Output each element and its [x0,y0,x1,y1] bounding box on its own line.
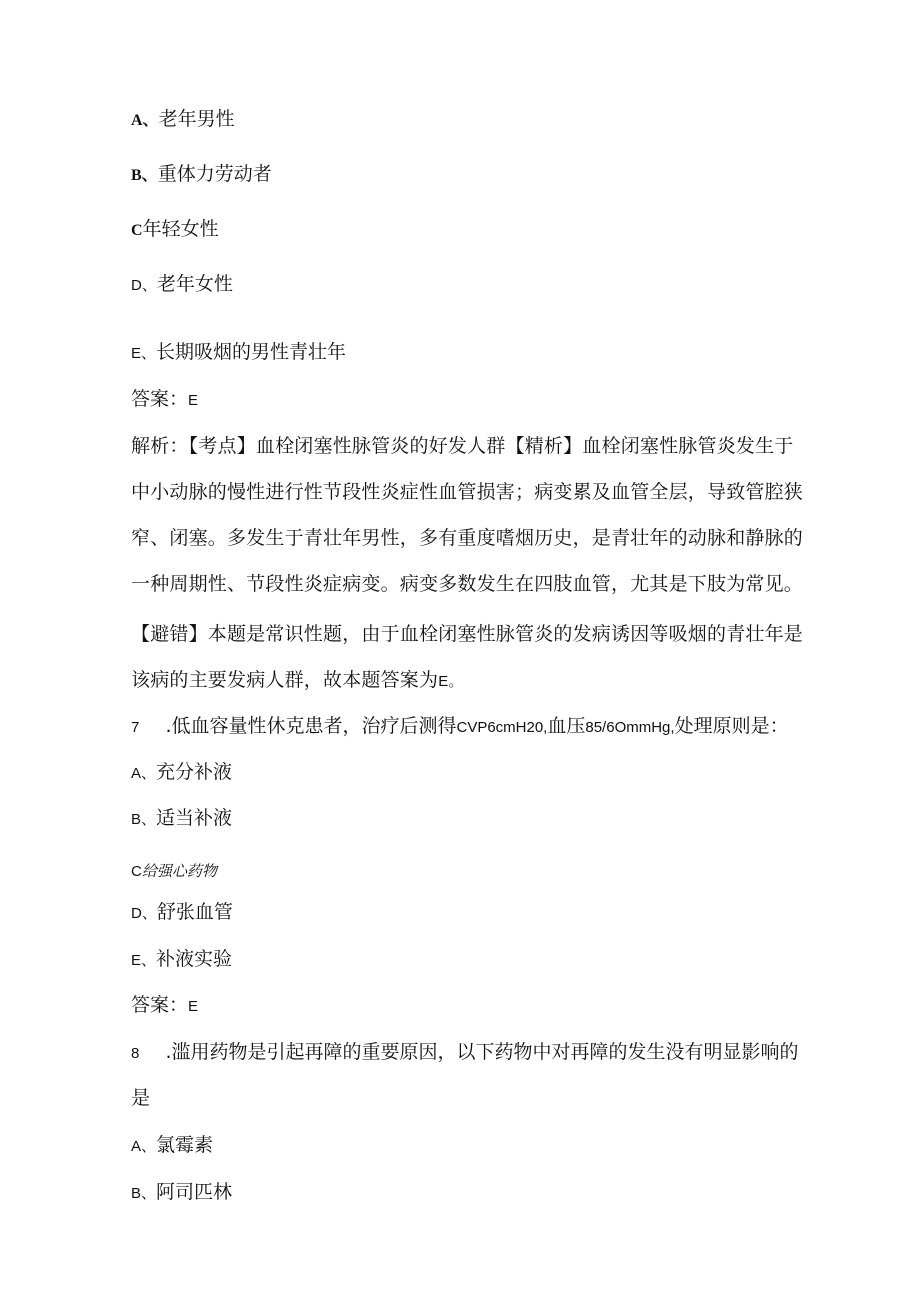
q7-option-b [131,806,232,832]
q8-option-b [131,1180,232,1206]
q6-option-a [131,107,235,133]
option-text: 给强心药物 [141,862,217,880]
question-stem: .低血容量性休克患者，治疗后测得 [165,715,457,737]
option-text: 老年女性 [156,273,233,295]
question-stem-end: 处理原则是： [674,715,789,737]
question-number: 8 [131,1045,140,1062]
option-letter: D、 [131,277,157,294]
q6-analysis-line-1: 解析：【考点】血栓闭塞性脉管炎的好发人群【精析】血栓闭塞性脉管炎发生于 [131,435,794,457]
option-text: 氯霉素 [156,1134,214,1156]
q6-option-b [131,162,272,188]
q6-analysis-line-2: 中小动脉的慢性进行性节段性炎症性血管损害；病变累及血管全层，导致管腔狭 [131,481,804,503]
option-letter: C [131,863,142,880]
q8-option-a [131,1133,213,1159]
question-stem-value-2: 85/6OmmHg, [585,719,675,736]
q6-analysis-line-3: 窄、闭塞。多发生于青壮年男性，多有重度嗜烟历史，是青壮年的动脉和静脉的 [131,527,804,549]
q6-analysis-line-5: 【避错】本题是常识性题，由于血栓闭塞性脉管炎的发病诱因等吸烟的青壮年是 [131,623,804,645]
option-text: 阿司匹林 [156,1181,233,1203]
answer-value: E [188,998,199,1015]
option-letter: A、 [131,1138,157,1155]
option-text: 长期吸烟的男性青壮年 [156,341,347,363]
q8-stem-line-1 [131,1040,798,1066]
question-number: 7 [131,719,140,736]
option-letter: C [131,222,143,239]
q6-answer [131,387,198,413]
q7-option-e [131,947,232,973]
question-stem-value-1: CVP6cmH20, [456,719,548,736]
q7-option-c [131,858,217,884]
q7-option-d [131,900,233,926]
q6-option-c [131,217,219,243]
answer-label: 答案： [131,994,189,1016]
q6-analysis-line-4: 一种周期性、节段性炎症病变。病变多数发生在四肢血管，尤其是下肢为常见。 [131,573,804,595]
option-letter: A、 [131,765,157,782]
analysis-answer: E。 [438,673,464,690]
option-text: 补液实验 [156,948,233,970]
option-letter: B、 [131,1185,157,1202]
option-text: 舒张血管 [156,901,233,923]
q7-stem [131,714,789,740]
option-letter: E、 [131,345,157,362]
q6-option-e [131,340,346,366]
q8-stem-line-2: 是 [131,1087,151,1109]
q6-option-d [131,272,233,298]
option-letter: D、 [131,905,157,922]
option-letter: B、 [131,167,158,184]
analysis-text: 该病的主要发病人群，故本题答案为 [131,669,439,691]
answer-label: 答案： [131,388,189,410]
q7-answer [131,993,198,1019]
option-letter: E、 [131,952,157,969]
q6-analysis-line-6 [131,668,464,694]
option-letter: A、 [131,112,159,129]
option-text: 充分补液 [156,761,233,783]
option-text: 适当补液 [156,807,233,829]
option-text: 老年男性 [158,108,235,130]
option-text: 重体力劳动者 [157,163,272,185]
question-stem-mid: 血压 [547,715,586,737]
option-text: 年轻女性 [142,218,219,240]
answer-value: E [188,392,199,409]
option-letter: B、 [131,811,157,828]
question-stem: .滥用药物是引起再障的重要原因，以下药物中对再障的发生没有明显影响的 [165,1041,799,1063]
q7-option-a [131,760,232,786]
